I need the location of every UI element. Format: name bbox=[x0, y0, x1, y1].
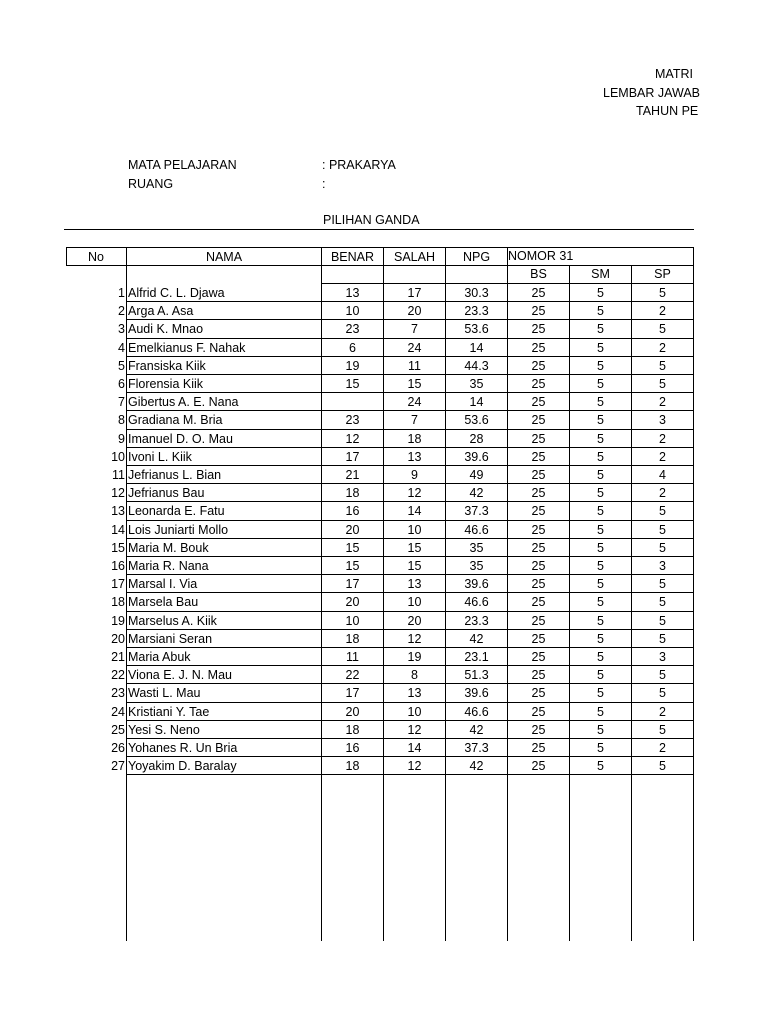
cell-nama: Yohanes R. Un Bria bbox=[128, 741, 238, 755]
cell-sp: 5 bbox=[659, 522, 666, 537]
salah-col-left bbox=[383, 247, 384, 941]
cell-sp: 3 bbox=[659, 650, 666, 664]
cell-npg: 23.3 bbox=[464, 304, 489, 319]
row-divider bbox=[127, 774, 694, 775]
cell-nama: Gradiana M. Bria bbox=[128, 413, 223, 428]
no-col-left bbox=[66, 247, 67, 266]
cell-sp: 5 bbox=[659, 377, 666, 391]
cell-bs: 25 bbox=[531, 486, 546, 501]
cell-bs: 25 bbox=[531, 358, 546, 373]
cell-sp: 5 bbox=[659, 668, 666, 683]
cell-sp: 5 bbox=[659, 759, 666, 774]
cell-nama: Yesi S. Neno bbox=[128, 722, 200, 737]
cell-benar: 12 bbox=[345, 431, 360, 446]
cell-benar: 18 bbox=[345, 759, 360, 774]
cell-nama: Marsiani Seran bbox=[128, 631, 213, 646]
cell-npg: 51.3 bbox=[464, 668, 489, 683]
cell-sm: 5 bbox=[597, 559, 604, 573]
row-divider bbox=[127, 738, 694, 739]
cell-benar: 15 bbox=[345, 377, 360, 391]
cell-bs: 25 bbox=[531, 595, 546, 610]
cell-no: 9 bbox=[118, 431, 125, 446]
cell-salah: 12 bbox=[407, 722, 422, 737]
cell-sm: 5 bbox=[597, 540, 604, 555]
cell-nama: Gibertus A. E. Nana bbox=[128, 395, 239, 410]
cell-sp: 5 bbox=[659, 540, 666, 555]
cell-sm: 5 bbox=[597, 377, 604, 391]
cell-benar: 18 bbox=[345, 722, 360, 737]
cell-npg: 46.6 bbox=[464, 522, 489, 537]
cell-bs: 25 bbox=[531, 759, 546, 774]
section-title: PILIHAN GANDA bbox=[323, 213, 420, 227]
cell-sp: 2 bbox=[659, 704, 666, 719]
cell-sm: 5 bbox=[597, 650, 604, 664]
cell-salah: 10 bbox=[407, 522, 422, 537]
cell-sm: 5 bbox=[597, 304, 604, 319]
cell-salah: 18 bbox=[407, 431, 422, 446]
cell-bs: 25 bbox=[531, 613, 546, 628]
cell-benar: 23 bbox=[345, 322, 360, 337]
cell-npg: 49 bbox=[469, 468, 484, 482]
cell-salah: 10 bbox=[407, 704, 422, 719]
col-header-no: No bbox=[88, 250, 104, 264]
cell-benar: 10 bbox=[345, 304, 360, 319]
col-header-nama: NAMA bbox=[205, 250, 243, 264]
cell-bs: 25 bbox=[531, 395, 546, 410]
cell-salah: 15 bbox=[407, 377, 422, 391]
cell-npg: 42 bbox=[469, 722, 484, 737]
table-right bbox=[693, 247, 694, 941]
cell-no: 4 bbox=[118, 340, 125, 355]
cell-no: 27 bbox=[111, 759, 125, 774]
cell-npg: 39.6 bbox=[464, 449, 489, 464]
cell-nama: Audi K. Mnao bbox=[128, 322, 204, 337]
cell-benar: 13 bbox=[345, 286, 360, 300]
cell-npg: 28 bbox=[469, 431, 484, 446]
cell-nama: Jefrianus Bau bbox=[128, 486, 205, 501]
cell-salah: 13 bbox=[407, 577, 422, 592]
col-header-npg: NPG bbox=[462, 250, 491, 264]
header-bottom-border bbox=[322, 283, 694, 284]
cell-npg: 37.3 bbox=[464, 741, 489, 755]
cell-no: 22 bbox=[111, 668, 125, 683]
cell-bs: 25 bbox=[531, 559, 546, 573]
cell-npg: 35 bbox=[469, 559, 484, 573]
cell-no: 8 bbox=[118, 413, 125, 428]
cell-benar: 23 bbox=[345, 413, 360, 428]
cell-benar: 20 bbox=[345, 704, 360, 719]
cell-bs: 25 bbox=[531, 722, 546, 737]
cell-sp: 5 bbox=[659, 322, 666, 337]
cell-sp: 2 bbox=[659, 395, 666, 410]
cell-no: 13 bbox=[111, 504, 125, 519]
cell-salah: 20 bbox=[407, 304, 422, 319]
cell-sm: 5 bbox=[597, 286, 604, 300]
header-line-3: TAHUN PE bbox=[636, 104, 699, 118]
cell-npg: 53.6 bbox=[464, 413, 489, 428]
row-divider bbox=[127, 702, 694, 703]
cell-bs: 25 bbox=[531, 650, 546, 664]
cell-sm: 5 bbox=[597, 486, 604, 501]
cell-bs: 25 bbox=[531, 377, 546, 391]
cell-benar: 21 bbox=[345, 468, 360, 482]
sm-col-left bbox=[569, 265, 570, 941]
cell-benar: 15 bbox=[345, 540, 360, 555]
cell-no: 3 bbox=[118, 322, 125, 337]
cell-sm: 5 bbox=[597, 322, 604, 337]
header-line-1: MATRI bbox=[655, 67, 693, 81]
row-divider bbox=[127, 465, 694, 466]
cell-salah: 20 bbox=[407, 613, 422, 628]
cell-nama: Fransiska Kiik bbox=[128, 358, 206, 373]
cell-sm: 5 bbox=[597, 613, 604, 628]
cell-bs: 25 bbox=[531, 340, 546, 355]
cell-nama: Marsela Bau bbox=[128, 595, 199, 610]
cell-sm: 5 bbox=[597, 704, 604, 719]
subheader-sp: SP bbox=[654, 267, 671, 281]
cell-sp: 5 bbox=[659, 686, 666, 701]
cell-no: 24 bbox=[111, 704, 125, 719]
cell-sm: 5 bbox=[597, 595, 604, 610]
cell-npg: 14 bbox=[469, 395, 484, 410]
cell-benar: 11 bbox=[346, 650, 359, 664]
cell-nama: Arga A. Asa bbox=[128, 304, 194, 319]
cell-nama: Viona E. J. N. Mau bbox=[128, 668, 232, 683]
cell-no: 23 bbox=[111, 686, 125, 701]
cell-no: 16 bbox=[111, 559, 125, 573]
cell-salah: 13 bbox=[407, 449, 422, 464]
row-divider bbox=[127, 319, 694, 320]
sp-col-left bbox=[631, 265, 632, 941]
cell-salah: 14 bbox=[407, 504, 422, 519]
cell-npg: 46.6 bbox=[464, 704, 489, 719]
room-label: RUANG bbox=[128, 177, 174, 191]
cell-sp: 5 bbox=[659, 577, 666, 592]
row-divider bbox=[127, 392, 694, 393]
cell-bs: 25 bbox=[531, 322, 546, 337]
cell-benar: 20 bbox=[345, 595, 360, 610]
row-divider bbox=[127, 483, 694, 484]
cell-salah: 14 bbox=[407, 741, 422, 755]
cell-npg: 23.1 bbox=[464, 650, 489, 664]
cell-npg: 42 bbox=[469, 486, 484, 501]
cell-npg: 35 bbox=[469, 377, 484, 391]
subheader-bs: BS bbox=[530, 267, 547, 281]
cell-salah: 10 bbox=[407, 595, 422, 610]
cell-nama: Yoyakim D. Baralay bbox=[128, 759, 237, 774]
cell-sp: 5 bbox=[659, 504, 666, 519]
cell-no: 11 bbox=[112, 468, 125, 482]
row-divider bbox=[127, 429, 694, 430]
cell-sp: 5 bbox=[659, 286, 666, 300]
cell-sp: 2 bbox=[659, 431, 666, 446]
cell-sp: 3 bbox=[659, 559, 666, 573]
cell-salah: 15 bbox=[407, 559, 422, 573]
cell-sp: 4 bbox=[659, 468, 666, 482]
cell-sm: 5 bbox=[597, 577, 604, 592]
row-divider bbox=[127, 447, 694, 448]
row-divider bbox=[127, 611, 694, 612]
cell-nama: Maria Abuk bbox=[128, 650, 191, 664]
cell-bs: 25 bbox=[531, 413, 546, 428]
cell-bs: 25 bbox=[531, 577, 546, 592]
cell-nama: Leonarda E. Fatu bbox=[128, 504, 225, 519]
cell-bs: 25 bbox=[531, 449, 546, 464]
cell-benar: 17 bbox=[345, 686, 360, 701]
cell-nama: Emelkianus F. Nahak bbox=[128, 340, 246, 355]
cell-sp: 5 bbox=[659, 722, 666, 737]
row-divider bbox=[127, 574, 694, 575]
cell-benar: 10 bbox=[345, 613, 360, 628]
row-divider bbox=[127, 665, 694, 666]
benar-col-left bbox=[321, 247, 322, 941]
cell-no: 1 bbox=[118, 286, 125, 300]
row-divider bbox=[127, 592, 694, 593]
row-divider bbox=[127, 647, 694, 648]
cell-npg: 53.6 bbox=[464, 322, 489, 337]
cell-salah: 12 bbox=[407, 631, 422, 646]
cell-sm: 5 bbox=[597, 413, 604, 428]
cell-nama: Kristiani Y. Tae bbox=[128, 704, 210, 719]
cell-no: 14 bbox=[111, 522, 125, 537]
cell-salah: 15 bbox=[407, 540, 422, 555]
cell-sm: 5 bbox=[597, 759, 604, 774]
header-line-2: LEMBAR JAWAB bbox=[603, 86, 701, 100]
cell-nama: Maria M. Bouk bbox=[128, 540, 209, 555]
cell-no: 15 bbox=[111, 540, 125, 555]
cell-nama: Marsal I. Via bbox=[128, 577, 198, 592]
cell-benar: 6 bbox=[349, 340, 356, 355]
cell-benar: 17 bbox=[345, 449, 360, 464]
cell-sp: 2 bbox=[659, 741, 666, 755]
section-divider bbox=[64, 229, 694, 230]
cell-bs: 25 bbox=[531, 741, 546, 755]
cell-sp: 2 bbox=[659, 340, 666, 355]
cell-no: 6 bbox=[118, 377, 125, 391]
cell-salah: 24 bbox=[407, 395, 422, 410]
cell-benar bbox=[322, 393, 383, 411]
row-divider bbox=[127, 538, 694, 539]
cell-sm: 5 bbox=[597, 431, 604, 446]
header-mid-border bbox=[66, 265, 694, 266]
cell-benar: 18 bbox=[345, 631, 360, 646]
cell-benar: 19 bbox=[345, 358, 360, 373]
cell-no: 25 bbox=[111, 722, 125, 737]
cell-bs: 25 bbox=[531, 431, 546, 446]
row-divider bbox=[127, 683, 694, 684]
cell-bs: 25 bbox=[531, 631, 546, 646]
row-divider bbox=[127, 756, 694, 757]
cell-npg: 37.3 bbox=[464, 504, 489, 519]
subject-label: MATA PELAJARAN bbox=[128, 158, 237, 172]
cell-sm: 5 bbox=[597, 340, 604, 355]
row-divider bbox=[127, 501, 694, 502]
cell-salah: 9 bbox=[411, 468, 418, 482]
cell-sm: 5 bbox=[597, 631, 604, 646]
cell-nama: Lois Juniarti Mollo bbox=[128, 522, 229, 537]
cell-no: 18 bbox=[111, 595, 125, 610]
cell-npg: 42 bbox=[469, 631, 484, 646]
cell-npg: 39.6 bbox=[464, 577, 489, 592]
cell-bs: 25 bbox=[531, 540, 546, 555]
cell-sp: 3 bbox=[659, 413, 666, 428]
subheader-sm: SM bbox=[591, 267, 610, 281]
cell-nama: Florensia Kiik bbox=[128, 377, 204, 391]
cell-no: 19 bbox=[111, 613, 125, 628]
cell-bs: 25 bbox=[531, 504, 546, 519]
cell-salah: 19 bbox=[407, 650, 422, 664]
cell-npg: 46.6 bbox=[464, 595, 489, 610]
cell-nama: Alfrid C. L. Djawa bbox=[128, 286, 225, 300]
cell-sm: 5 bbox=[597, 686, 604, 701]
cell-nama: Imanuel D. O. Mau bbox=[128, 431, 233, 446]
cell-sp: 2 bbox=[659, 486, 666, 501]
cell-bs: 25 bbox=[531, 304, 546, 319]
cell-no: 2 bbox=[118, 304, 125, 319]
cell-salah: 7 bbox=[411, 413, 418, 428]
cell-benar: 22 bbox=[345, 668, 360, 683]
cell-no: 7 bbox=[118, 395, 125, 410]
cell-benar: 15 bbox=[345, 559, 360, 573]
cell-sp: 5 bbox=[659, 631, 666, 646]
cell-salah: 11 bbox=[408, 358, 421, 373]
cell-no: 12 bbox=[111, 486, 125, 501]
cell-sm: 5 bbox=[597, 449, 604, 464]
row-divider bbox=[127, 720, 694, 721]
cell-salah: 13 bbox=[407, 686, 422, 701]
row-divider bbox=[127, 556, 694, 557]
cell-no: 17 bbox=[111, 577, 125, 592]
cell-npg: 23.3 bbox=[464, 613, 489, 628]
cell-benar: 16 bbox=[345, 741, 360, 755]
cell-sp: 5 bbox=[659, 358, 666, 373]
cell-npg: 14 bbox=[469, 340, 484, 355]
npg-col-left bbox=[445, 247, 446, 941]
cell-nama: Marselus A. Kiik bbox=[128, 613, 217, 628]
cell-bs: 25 bbox=[531, 468, 546, 482]
cell-sm: 5 bbox=[597, 468, 604, 482]
cell-sm: 5 bbox=[597, 722, 604, 737]
cell-benar: 16 bbox=[345, 504, 360, 519]
cell-benar: 18 bbox=[345, 486, 360, 501]
cell-nama: Maria R. Nana bbox=[128, 559, 209, 573]
cell-salah: 24 bbox=[407, 340, 422, 355]
cell-sm: 5 bbox=[597, 358, 604, 373]
header-top-border bbox=[66, 247, 694, 248]
row-divider bbox=[127, 338, 694, 339]
room-value: : bbox=[322, 177, 326, 191]
cell-salah: 8 bbox=[411, 668, 418, 683]
cell-salah: 12 bbox=[407, 759, 422, 774]
cell-nama: Jefrianus L. Bian bbox=[128, 468, 222, 482]
cell-no: 21 bbox=[111, 650, 125, 664]
cell-salah: 12 bbox=[407, 486, 422, 501]
cell-sp: 2 bbox=[659, 449, 666, 464]
cell-benar: 17 bbox=[345, 577, 360, 592]
row-divider bbox=[127, 374, 694, 375]
cell-sm: 5 bbox=[597, 504, 604, 519]
col-header-nomor: NOMOR 31 bbox=[508, 249, 574, 263]
cell-sp: 2 bbox=[659, 304, 666, 319]
cell-sm: 5 bbox=[597, 522, 604, 537]
cell-no: 20 bbox=[111, 631, 125, 646]
cell-salah: 7 bbox=[411, 322, 418, 337]
row-divider bbox=[127, 356, 694, 357]
row-divider bbox=[127, 301, 694, 302]
cell-nama: Wasti L. Mau bbox=[128, 686, 201, 701]
cell-npg: 44.3 bbox=[464, 358, 489, 373]
nama-col-left bbox=[126, 247, 127, 941]
cell-salah: 17 bbox=[407, 286, 422, 300]
cell-bs: 25 bbox=[531, 704, 546, 719]
col-header-salah: SALAH bbox=[394, 250, 435, 264]
cell-sp: 5 bbox=[659, 595, 666, 610]
row-divider bbox=[127, 520, 694, 521]
row-divider bbox=[127, 629, 694, 630]
cell-bs: 25 bbox=[531, 522, 546, 537]
cell-bs: 25 bbox=[531, 668, 546, 683]
cell-no: 5 bbox=[118, 358, 125, 373]
subject-value: : PRAKARYA bbox=[322, 158, 396, 172]
cell-sm: 5 bbox=[597, 741, 604, 755]
col-header-benar: BENAR bbox=[330, 250, 375, 264]
cell-benar: 20 bbox=[345, 522, 360, 537]
cell-sm: 5 bbox=[597, 395, 604, 410]
cell-bs: 25 bbox=[531, 686, 546, 701]
bs-col-left bbox=[507, 247, 508, 941]
cell-sp: 5 bbox=[659, 613, 666, 628]
cell-npg: 42 bbox=[469, 759, 484, 774]
row-divider bbox=[127, 410, 694, 411]
cell-no: 26 bbox=[111, 741, 125, 755]
cell-npg: 39.6 bbox=[464, 686, 489, 701]
cell-npg: 30.3 bbox=[464, 286, 489, 300]
cell-nama: Ivoni L. Kiik bbox=[128, 449, 192, 464]
cell-no: 10 bbox=[111, 449, 125, 464]
cell-sm: 5 bbox=[597, 668, 604, 683]
cell-npg: 35 bbox=[469, 540, 484, 555]
cell-bs: 25 bbox=[531, 286, 546, 300]
